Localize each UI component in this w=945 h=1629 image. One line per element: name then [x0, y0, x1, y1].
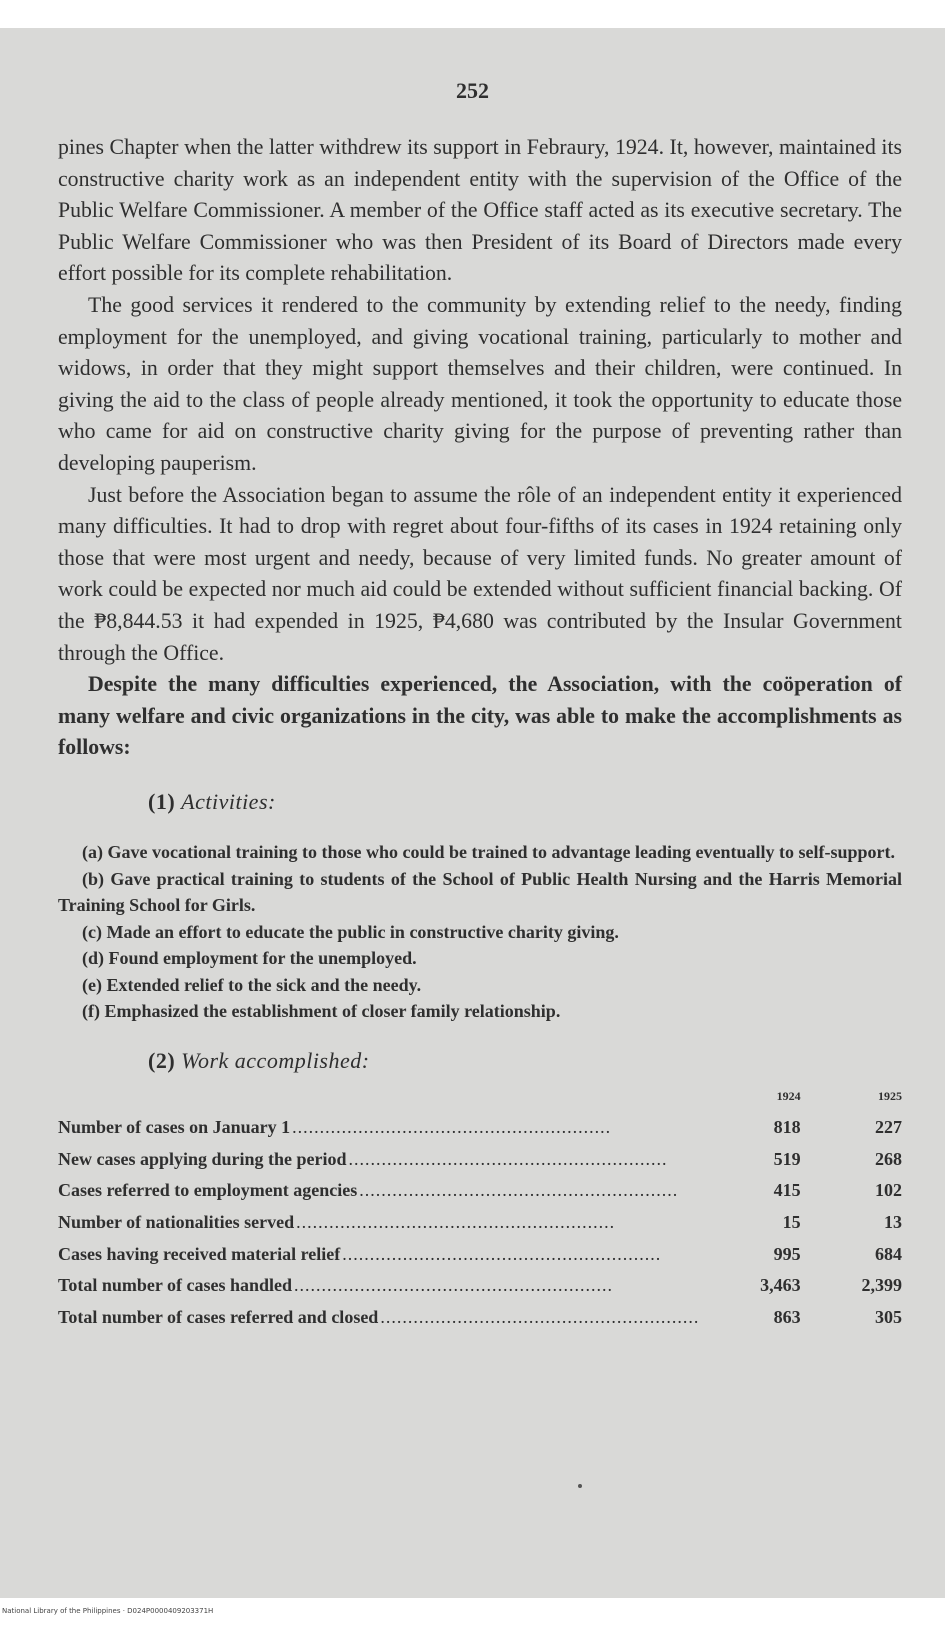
activities-number: (1): [148, 788, 176, 814]
paragraph-3: Just before the Association began to assume the rôle of an independent entity it experienced many difficulties. It had to drop with regret about four-fifths of its cases in 1924 retaining only those that were most urgent and needy, because of very limited funds. No greater amount of work could be expected nor much aid could be extended without sufficient financial backing. Of the ₱8,844.53 it had expended in 1925, ₱4,680 was contributed by the Insular Government through the Office.: [58, 482, 902, 665]
activity-item: (f) Emphasized the establishment of closer family relationship.: [82, 1001, 561, 1022]
value-1925: 684: [875, 1243, 902, 1264]
table-row: Total number of cases referred and closed .......................................................... 863 305: [58, 1302, 902, 1334]
row-label: Number of nationalities served: [58, 1211, 295, 1232]
value-1925: 2,399: [861, 1275, 902, 1296]
row-label: Cases having received material relief: [58, 1243, 341, 1264]
row-label: New cases applying during the period: [58, 1148, 347, 1169]
table-row: Total number of cases handled .......................................................... 3,463 2,399: [58, 1270, 902, 1302]
paragraph-2: The good services it rendered to the community by extending relief to the needy, finding employment for the unemployed, and giving vocational training, particularly to mother and widows, in order that they might support themselves and their children, were continued. In giving the aid to the class of people already mentioned, it took the opportunity to educate those who came for aid on constructive charity giving for the purpose of preventing rather than developing pauperism.: [58, 292, 902, 475]
value-1924: 863: [773, 1306, 801, 1327]
value-1925: 13: [884, 1211, 902, 1232]
page-body: [58, 132, 902, 1333]
column-header-1925: 1925: [878, 1088, 902, 1103]
scan-footer: National Library of the Philippines · D024P0000409203371H: [2, 1607, 214, 1615]
work-title: Work accomplished:: [181, 1047, 370, 1073]
table-row: Number of cases on January 1 .......................................................... 818 227: [58, 1112, 902, 1144]
value-1924: 3,463: [760, 1275, 801, 1296]
table-row: Cases having received material relief .......................................................... 995 684: [58, 1239, 902, 1271]
table-header-row: [58, 1081, 902, 1113]
value-1924: 995: [773, 1243, 801, 1264]
activity-item: (a) Gave vocational training to those who could be trained to advantage leading eventually to self-support.: [82, 842, 895, 863]
table-row: Number of nationalities served .......................................................... 15 13: [58, 1207, 902, 1239]
activities-heading: [148, 786, 902, 818]
value-1925: 227: [875, 1117, 902, 1138]
paragraph-4: Despite the many difficulties experienced, the Association, with the coöperation of many welfare and civic organizations in the city, was able to make the accomplishments as follows:: [58, 672, 902, 760]
row-label: Total number of cases referred and closed: [58, 1306, 379, 1327]
work-table: [58, 1081, 902, 1334]
value-1924: 415: [773, 1180, 801, 1201]
activities-title: Activities:: [181, 788, 276, 814]
value-1925: 268: [875, 1148, 902, 1169]
paragraph-1: pines Chapter when the latter withdrew its support in Febraury, 1924. It, however, maintained its constructive charity work as an independent entity with the supervision of the Office of the Public Welfare Commissioner. A member of the Office staff acted as its executive secretary. The Public Welfare Commissioner who was then President of its Board of Directors made every effort possible for its complete rehabilitation.: [58, 135, 902, 286]
column-header-1924: 1924: [776, 1088, 801, 1103]
table-row: New cases applying during the period .......................................................... 519 268: [58, 1144, 902, 1176]
row-label: Number of cases on January 1: [58, 1117, 291, 1138]
page-number: 252: [456, 78, 489, 103]
activity-item: (c) Made an effort to educate the public in constructive charity giving.: [82, 921, 619, 942]
work-number: (2): [148, 1047, 176, 1073]
value-1924: 818: [773, 1117, 801, 1138]
activity-item: (e) Extended relief to the sick and the needy.: [82, 974, 422, 995]
ink-speck: [578, 1484, 582, 1488]
work-heading: [148, 1045, 902, 1077]
value-1925: 305: [875, 1306, 902, 1327]
row-label: Cases referred to employment agencies: [58, 1180, 358, 1201]
value-1925: 102: [875, 1180, 902, 1201]
row-label: Total number of cases handled: [58, 1275, 293, 1296]
activity-item: (b) Gave practical training to students of the School of Public Health Nursing and the Harris Memorial Training School for Girls.: [58, 868, 902, 916]
value-1924: 519: [773, 1148, 801, 1169]
scanned-page: [0, 28, 945, 1598]
activities-list: [58, 839, 902, 1025]
value-1924: 15: [782, 1211, 801, 1232]
table-row: Cases referred to employment agencies .......................................................... 415 102: [58, 1175, 902, 1207]
activity-item: (d) Found employment for the unemployed.: [82, 948, 417, 969]
